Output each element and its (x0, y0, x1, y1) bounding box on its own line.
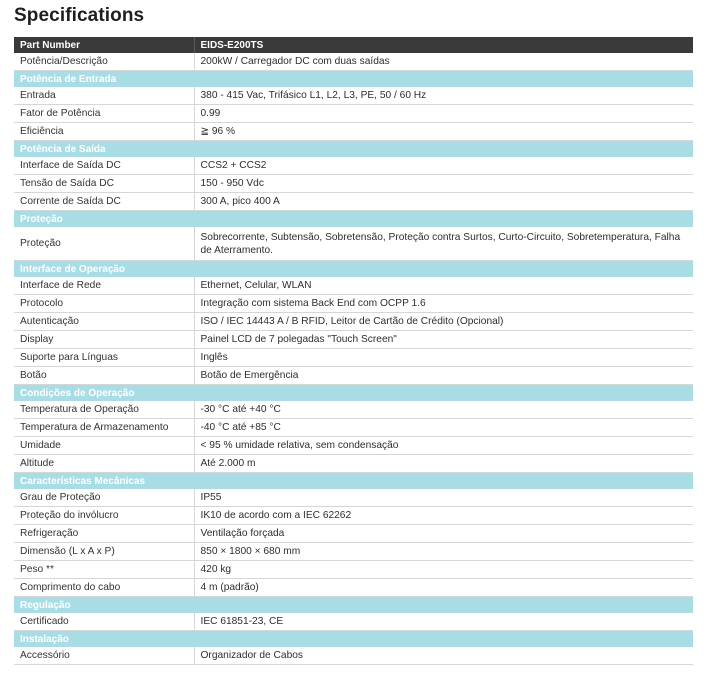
table-row (14, 193, 693, 211)
spec-label: Peso ** (14, 561, 194, 579)
spec-label: Proteção (14, 227, 194, 261)
spec-label: Umidade (14, 437, 194, 455)
spec-value: < 95 % umidade relativa, sem condensação (194, 437, 693, 455)
spec-label: Potência/Descrição (14, 53, 194, 71)
section-title: Potência de Entrada (14, 71, 693, 88)
spec-label: Suporte para Línguas (14, 349, 194, 367)
spec-value: -30 °C até +40 °C (194, 401, 693, 419)
table-row (14, 227, 693, 261)
section-title: Interface de Operação (14, 261, 693, 278)
table-row (14, 175, 693, 193)
table-row (14, 507, 693, 525)
spec-value: Integração com sistema Back End com OCPP 1.6 (194, 295, 693, 313)
spec-label: Eficiência (14, 123, 194, 141)
spec-value: Painel LCD de 7 polegadas "Touch Screen" (194, 331, 693, 349)
section-title: Instalação (14, 631, 693, 648)
spec-value: Ventilação forçada (194, 525, 693, 543)
table-row (14, 87, 693, 105)
part-number-value: EIDS-E200TS (194, 37, 693, 53)
specifications-body (14, 37, 693, 665)
spec-value: -40 °C até +85 °C (194, 419, 693, 437)
spec-value: Até 2.000 m (194, 455, 693, 473)
table-row (14, 489, 693, 507)
table-row (14, 419, 693, 437)
spec-value: Ethernet, Celular, WLAN (194, 277, 693, 295)
spec-value: IP55 (194, 489, 693, 507)
section-title: Condições de Operação (14, 385, 693, 402)
spec-label: Temperatura de Armazenamento (14, 419, 194, 437)
spec-value: 850 × 1800 × 680 mm (194, 543, 693, 561)
spec-label: Corrente de Saída DC (14, 193, 194, 211)
spec-label: Display (14, 331, 194, 349)
spec-value: 150 - 950 Vdc (194, 175, 693, 193)
table-row (14, 613, 693, 631)
spec-value: Sobrecorrente, Subtensão, Sobretensão, Proteção contra Surtos, Curto-Circuito, Sobretemperatura, Falha de Aterramento. (194, 227, 693, 261)
section-title: Proteção (14, 211, 693, 228)
spec-label: Interface de Saída DC (14, 157, 194, 175)
section-header-row (14, 141, 693, 158)
table-row (14, 295, 693, 313)
specifications-table (14, 37, 693, 665)
spec-value: IK10 de acordo com a IEC 62262 (194, 507, 693, 525)
section-header-row (14, 261, 693, 278)
spec-value: 420 kg (194, 561, 693, 579)
section-header-row (14, 597, 693, 614)
table-row (14, 367, 693, 385)
section-header-row (14, 631, 693, 648)
spec-value: ≧ 96 % (194, 123, 693, 141)
table-row (14, 561, 693, 579)
table-row (14, 53, 693, 71)
spec-label: Accessório (14, 647, 194, 665)
table-row (14, 647, 693, 665)
page-title: Specifications (14, 5, 145, 26)
spec-label: Autenticação (14, 313, 194, 331)
spec-label: Certificado (14, 613, 194, 631)
table-row (14, 123, 693, 141)
table-row (14, 525, 693, 543)
table-row (14, 437, 693, 455)
table-row (14, 349, 693, 367)
spec-label: Proteção do invólucro (14, 507, 194, 525)
spec-label: Interface de Rede (14, 277, 194, 295)
spec-label: Botão (14, 367, 194, 385)
spec-label: Protocolo (14, 295, 194, 313)
section-header-row (14, 385, 693, 402)
spec-label: Refrigeração (14, 525, 194, 543)
section-title: Regulação (14, 597, 693, 614)
spec-label: Comprimento do cabo (14, 579, 194, 597)
spec-value: CCS2 + CCS2 (194, 157, 693, 175)
table-row (14, 579, 693, 597)
table-row (14, 105, 693, 123)
table-row (14, 277, 693, 295)
table-row (14, 157, 693, 175)
spec-value: Inglês (194, 349, 693, 367)
spec-value: ISO / IEC 14443 A / B RFID, Leitor de Cartão de Crédito (Opcional) (194, 313, 693, 331)
spec-label: Entrada (14, 87, 194, 105)
section-header-row (14, 71, 693, 88)
table-header-row (14, 37, 693, 53)
section-title: Potência de Saída (14, 141, 693, 158)
spec-label: Dimensão (L x A x P) (14, 543, 194, 561)
section-header-row (14, 211, 693, 228)
spec-label: Fator de Potência (14, 105, 194, 123)
spec-value: Organizador de Cabos (194, 647, 693, 665)
table-row (14, 313, 693, 331)
spec-value: 300 A, pico 400 A (194, 193, 693, 211)
spec-label: Tensão de Saída DC (14, 175, 194, 193)
table-row (14, 401, 693, 419)
spec-label: Temperatura de Operação (14, 401, 194, 419)
spec-value: Botão de Emergência (194, 367, 693, 385)
part-number-label: Part Number (14, 37, 194, 53)
spec-value: IEC 61851-23, CE (194, 613, 693, 631)
table-row (14, 543, 693, 561)
table-row (14, 331, 693, 349)
spec-label: Grau de Proteção (14, 489, 194, 507)
spec-label: Altitude (14, 455, 194, 473)
spec-value: 0.99 (194, 105, 693, 123)
section-title: Características Mecânicas (14, 473, 693, 490)
spec-value: 4 m (padrão) (194, 579, 693, 597)
table-row (14, 455, 693, 473)
section-header-row (14, 473, 693, 490)
spec-value: 200kW / Carregador DC com duas saídas (194, 53, 693, 71)
spec-value: 380 - 415 Vac, Trifásico L1, L2, L3, PE, 50 / 60 Hz (194, 87, 693, 105)
